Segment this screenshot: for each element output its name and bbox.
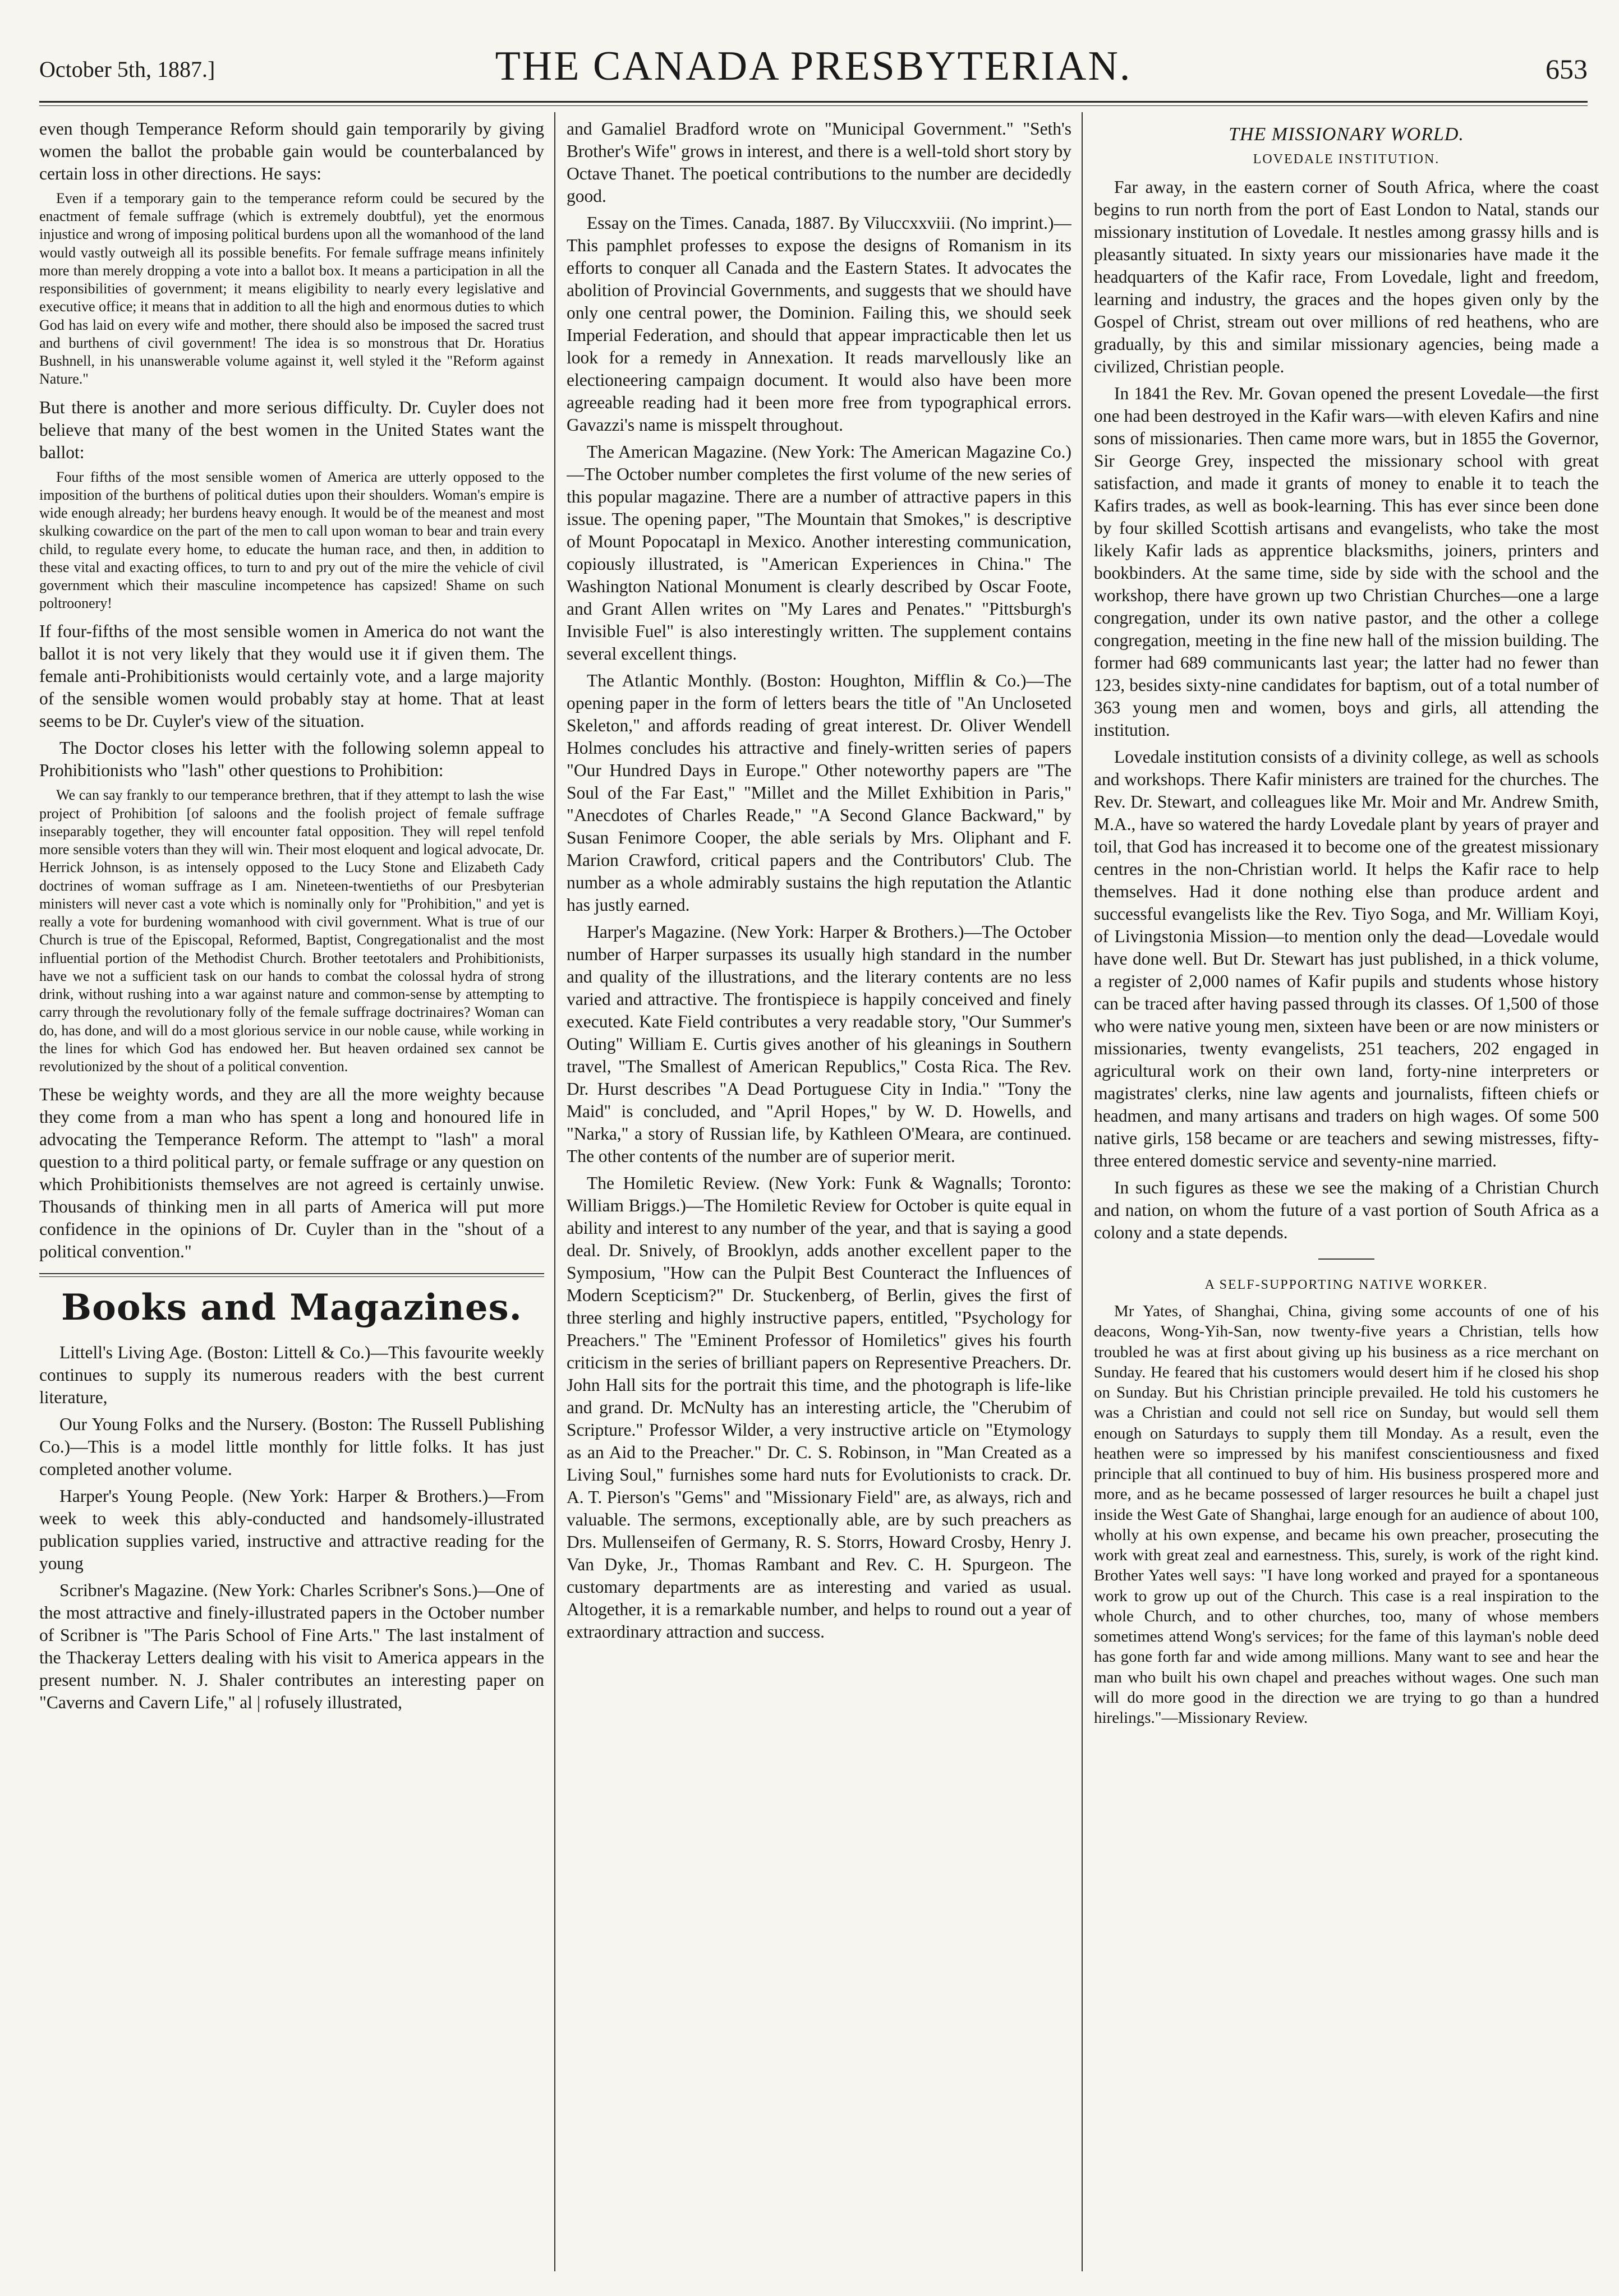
review-entry: The Homiletic Review. (New York: Funk & Wagnalls; Toronto: William Briggs.)—The Homiletic Review for October is quite equal in ability and interest to any number of the year, and that is saying a good deal. Dr. Snively, of Brooklyn, adds another excellent paper to the Symposium, "How can the Pulpit Best Counteract the Influences of Modern Scepticism?" Dr. Stuckenberg, of Berlin, gives the first of three sterling and highly instructive papers, entitled, "Psychology for Preachers." The "Eminent Professor of Homiletics" gives his fourth criticism in the series of brilliant papers on Representive Preachers. Dr. John Hall sits for the portrait this time, and the photograph is life-like and grand. Dr. McNulty has an interesting article, the "Cherubim of Scripture." Professor Wilder, a very instructive article on "Etymology as an Aid to the Preacher." Dr. C. S. Robinson, in "Man Created as a Living Soul," furnishes some hard nuts for Evolutionists to crack. Dr. A. T. Pierson's "Gems" and "Missionary Field" are, as always, rich and valuable. The sermons, exceptionally able, are by such preachers as Drs. Mullenseifen of Germany, R. S. Storrs, Howard Crosby, Henry J. Van Dyke, Jr., Thomas Rambant and Rev. C. H. Spurgeon. The customary departments are as interesting and varied as usual. Altogether, it is a remarkable number, and helps to round out a year of extraordinary attraction and success. (567, 1173, 1071, 1642)
column-divider-2 (1082, 112, 1083, 2271)
masthead (39, 34, 1588, 104)
review-entry: Harper's Young People. (New York: Harper & Brothers.)—From week to week this ably-conducted and handsomely-illustrated publication supplies varied, instructive and attractive reading for the young (39, 1486, 544, 1574)
page-number: 653 (1546, 53, 1588, 85)
review-entry: Our Young Folks and the Nursery. (Boston: The Russell Publishing Co.)—This is a model little monthly for little folks. It has just completed another volume. (39, 1414, 544, 1479)
article-text: The Doctor closes his letter with the following solemn appeal to Prohibitionists who "lash" other questions to Prohibition: (39, 738, 544, 781)
review-entry: and Gamaliel Bradford wrote on "Municipal Government." "Seth's Brother's Wife" grows in interest, and there is a well-told short story by Octave Thanet. The poetical contributions to the number are decidedly good. (567, 119, 1071, 206)
section-rule-thin (39, 1276, 544, 1277)
column-1 (39, 118, 544, 2271)
section-title: Books and Magazines. (61, 1287, 522, 1329)
newspaper-title: THE CANADA PRESBYTERIAN. (495, 43, 1132, 89)
block-quote: Even if a temporary gain to the temperance reform could be secured by the enactment of female suffrage (which is extremely doubtful), yet the enormous injustice and wrong of imposing political burdens upon all the womanhood of the land would vastly outweigh all its possible benefits. For female suffrage means infinitely more than merely dropping a vote into a ballot box. It means a participation in all the responsibilities of government; it means eligibility to nearly every legislative and executive office; it means that in addition to all the high and enormous duties to which God has laid on every wife and mother, there should also be imposed the sacred trust and burthens of civil government! The idea is so monstrous that Dr. Horatius Bushnell, in his unanswerable volume against it, well styled it the "Reform against Nature." (39, 190, 544, 388)
header-rule (39, 101, 1588, 103)
block-quote: We can say frankly to our temperance brethren, that if they attempt to lash the wise project of Prohibition [of saloons and the foolish project of female suffrage inseparably together, they will encounter fatal opposition. They will repel tenfold more sensible voters than they will win. Their most eloquent and logical advocate, Dr. Herrick Johnson, is as intensely opposed to the Lucy Stone and Elizabeth Cady doctrines of woman suffrage as I am. Nineteen-twentieths of our Presbyterian ministers will never cast a vote which is nominally only for "Prohibition," and yet is really a vote for burdening womanhood with civil government. What is true of our Church is true of the Episcopal, Reformed, Baptist, Congregationalist and the most influential portion of the Methodist Church. Brother teetotalers and Prohibitionists, have we not a sufficient task on our hands to combat the colossal hydra of strong drink, without rushing into a war against nature and common-sense by attempting to carry through the revolutionary folly of the female suffrage doctrinaires? Woman can do, has done, and will do a most glorious service in our noble cause, while working in the lines for which God has endowed her. But heaven ordained sex cannot be revolutionized by the shout of a political convention. (39, 787, 544, 1075)
review-entry: Essay on the Times. Canada, 1887. By Viluccxxviii. (No imprint.)—This pamphlet professes to expose the designs of Romanism in its efforts to conquer all Canada and the Eastern States. It advocates the abolition of Provincial Governments, and suggests that we should have only one central power, the Dominion. Failing this, we should seek Imperial Federation, and should that appear impracticable then let us look for a remedy in Annexation. It reads marvellously like an electioneering campaign document. It would also have been more agreeable reading had it been more free from typographical errors. Gavazzi's name is misspelt throughout. (567, 213, 1071, 435)
column-2 (567, 118, 1071, 2271)
article-text: But there is another and more serious difficulty. Dr. Cuyler does not believe that many of the best women in the United States want the ballot: (39, 397, 544, 462)
article-text: Mr Yates, of Shanghai, China, giving some accounts of one of his deacons, Wong-Yih-San, now twenty-five years a Christian, tells how troubled he was at first about giving up his business as a rice merchant on Sunday. He feared that his customers would desert him if he closed his shop on Sunday. But his Christian principle prevailed. He told his customers he was a Christian and could not sell rice on Sunday, but would sell them enough on Saturdays to supply them till Monday. As a result, even the heathen were so impressed by his manifest conscientiousness and fixed principle that all continued to buy of him. His business prospered more and more, and as he became possessed of larger resources he built a chapel just inside the West Gate of Shanghai, large enough for an audience of about 100, wholly at his own expense, and became his own preacher, prosecuting the work with great zeal and earnestness. This, surely, is work of the right kind. Brother Yates well says: "I have long worked and prayed for a spontaneous work to grow up out of the Church. This case is a real inspiration to the whole Church, and to other churches, too, many of whose members sometimes attend Wong's services; for the fame of this layman's noble deed has gone forth far and wide among millions. Many want to see and hear the man who built his own chapel and preaches without wages. One such man will do more good in the direction we are trying to go than a hundred hirelings."—Missionary Review. (1094, 1302, 1599, 1727)
column-3 (1094, 118, 1599, 2271)
article-text: In 1841 the Rev. Mr. Govan opened the present Lovedale—the first one had been destroyed in the Kafir wars—with eleven Kafirs and nine sons of missionaries. Then came more wars, but in 1855 the Governor, Sir George Grey, inspected the missionary school with great satisfaction, and made it grants of money to enable it to teach the Kafirs trades, as well as book-learning. This has ever since been done by four skilled Scottish artisans and evangelists, who take the most likely Kafir lads as apprentice blacksmiths, joiners, printers and bookbinders. At the same time, side by side with the school and the workshop, there have grown up two Christian Churches—one a large congregation, under its own native pastor, and the other a college congregation, meeting in the fine new hall of the mission building. The former had 689 communicants last year; the latter had no fewer than 123, besides sixty-nine candidates for baptism, out of a total number of 363 young men and women, boys and girls, all attending the institution. (1094, 383, 1599, 740)
article-text: In such figures as these we see the making of a Christian Church and nation, on whom the future of a vast portion of South Africa as a colony and a state depends. (1094, 1177, 1599, 1242)
divider (1318, 1258, 1374, 1260)
article-text: Far away, in the eastern corner of South Africa, where the coast begins to run north from the port of East London to Natal, stands our missionary institution of Lovedale. It nestles among grassy hills and is pleasantly situated. In sixty years our missionaries have made it the headquarters of the Kafir race, From Lovedale, light and freedom, learning and industry, the graces and the hopes given only by the Gospel of Christ, stream out over millions of red heathens, who are gradually, by this and similar missionary agencies, being made a civilized, Christian people. (1094, 177, 1599, 376)
review-entry: The Atlantic Monthly. (Boston: Houghton, Mifflin & Co.)—The opening paper in the form of letters bears the title of "An Uncloseted Skeleton," and affords reading of great interest. Dr. Oliver Wendell Holmes concludes his attractive and finely-written series of papers "Our Hundred Days in Europe." Other noteworthy papers are "The Soul of the Far East," "Millet and the Millet Exhibition in Paris," "Anecdotes of Charles Reade," "A Second Glance Backward," by Susan Fenimore Cooper, the able serials by Mrs. Oliphant and F. Marion Crawford, critical papers and the Contributors' Club. The number as a whole admirably sustains the high reputation the Atlantic has justly earned. (567, 671, 1071, 915)
article-text: These be weighty words, and they are all the more weighty because they come from a man who has spent a long and honoured life in advocating the Temperance Reform. The attempt to "lash" a moral question to a third political party, or female suffrage or any question on which Prohibitionists themselves are not agreed is certainly unwise. Thousands of thinking men in all parts of America will put more confidence in the opinions of Dr. Cuyler than in the "shout of a political convention." (39, 1085, 544, 1262)
section-rule (39, 1273, 544, 1274)
review-entry: Littell's Living Age. (Boston: Littell & Co.)—This favourite weekly continues to supply its numerous readers with the best current literature, (39, 1343, 544, 1408)
block-quote: Four fifths of the most sensible women of America are utterly opposed to the imposition of the burthens of political duties upon their shoulders. Woman's empire is wide enough already; her burdens heavy enough. It would be of the meanest and most skulking cowardice on the part of the men to call upon woman to bear and train every child, to regulate every home, to educate the human race, and then, in addition to these vital and exacting offices, to turn to and pry out of the mire the vehicle of civil government which their masculine incompetence has capsized! Shame on such poltroonery! (39, 468, 544, 612)
header-rule-thin (39, 105, 1588, 106)
review-entry: Harper's Magazine. (New York: Harper & Brothers.)—The October number of Harper surpasses its usually high standard in the number and quality of the illustrations, and the literary contents are no less varied and attractive. The frontispiece is happily conceived and finely executed. Kate Field contributes a very readable story, "Our Summer's Outing" William E. Curtis gives another of his gleanings in Southern travel, "The Smallest of American Republics," Costa Rica. The Rev. Dr. Hurst describes "A Dead Portuguese City in India." "Tony the Maid" is concluded, and "April Hopes," by W. D. Howells, and "Narka," a story of Russian life, by Kathleen O'Meara, are continued. The other contents of the number are of superior merit. (567, 922, 1071, 1166)
article-text: Lovedale institution consists of a divinity college, as well as schools and workshops. There Kafir ministers are trained for the churches. The Rev. Dr. Stewart, and colleagues like Mr. Moir and Mr. Andrew Smith, M.A., have so watered the hardy Lovedale plant by years of prayer and toil, that God has increased it to become one of the greatest missionary centres in the non-Christian world. It helps the Kafir race to help themselves. Had it done nothing else than produce ardent and successful evangelists like the Rev. Tiyo Soga, and Mr. William Koyi, of Livingstonia Mission—to mention only the dead—Lovedale would have done well. But Dr. Stewart has just published, in a thick volume, a register of 2,000 names of Kafir pupils and students whose history can be traced after having passed through its classes. Of 1,500 of those who were native young men, sixteen have been or are now ministers or missionaries, twenty evangelists, 251 teachers, 202 engaged in agricultural work on their own land, forty-nine interpreters or magistrates' clerks, nine law agents and journalists, fifteen chiefs or headmen, and many artisans and traders on high wages. Of some 500 native girls, 158 became or are teachers and sewing mistresses, fifty-three entered domestic service and seventy-nine married. (1094, 746, 1599, 1170)
column-divider-1 (554, 112, 555, 2271)
subheading: A SELF-SUPPORTING NATIVE WORKER. (1204, 1277, 1488, 1292)
review-entry: Scribner's Magazine. (New York: Charles Scribner's Sons.)—One of the most attractive and finely-illustrated papers in the October number of Scribner is "The Paris School of Fine Arts." The last instalment of the Thackeray Letters dealing with his visit to America appears in the present number. N. J. Shaler contributes an interesting paper on "Caverns and Cavern Life," al | rofusely illustrated, (39, 1580, 544, 1713)
article-text: If four-fifths of the most sensible women in America do not want the ballot it is not very likely that they would use it if given them. The female anti-Prohibitionists would certainly vote, and a large majority of the sensible women would probably stay at home. That at least seems to be Dr. Cuyler's view of the situation. (39, 621, 544, 731)
subheading: LOVEDALE INSTITUTION. (1253, 152, 1440, 167)
missionary-world-heading: THE MISSIONARY WORLD. (1229, 124, 1464, 145)
review-entry: The American Magazine. (New York: The American Magazine Co.)—The October number completes the first volume of the new series of this popular magazine. There are a number of attractive papers in this issue. The opening paper, "The Mountain that Smokes," is descriptive of Mount Popocatapl in Mexico. Another interesting communication, copiously illustrated, is "American Experiences in China." The Washington National Monument is clearly described by Oscar Foote, and Grant Allen writes on "My Lares and Penates." "Pittsburgh's Invisible Fuel" is also interestingly written. The supplement contains several excellent things. (567, 442, 1071, 663)
article-text: even though Temperance Reform should gain temporarily by giving women the ballot the probable gain would be counterbalanced by certain loss in other directions. He says: (39, 119, 544, 183)
issue-date: October 5th, 1887.] (39, 57, 215, 82)
